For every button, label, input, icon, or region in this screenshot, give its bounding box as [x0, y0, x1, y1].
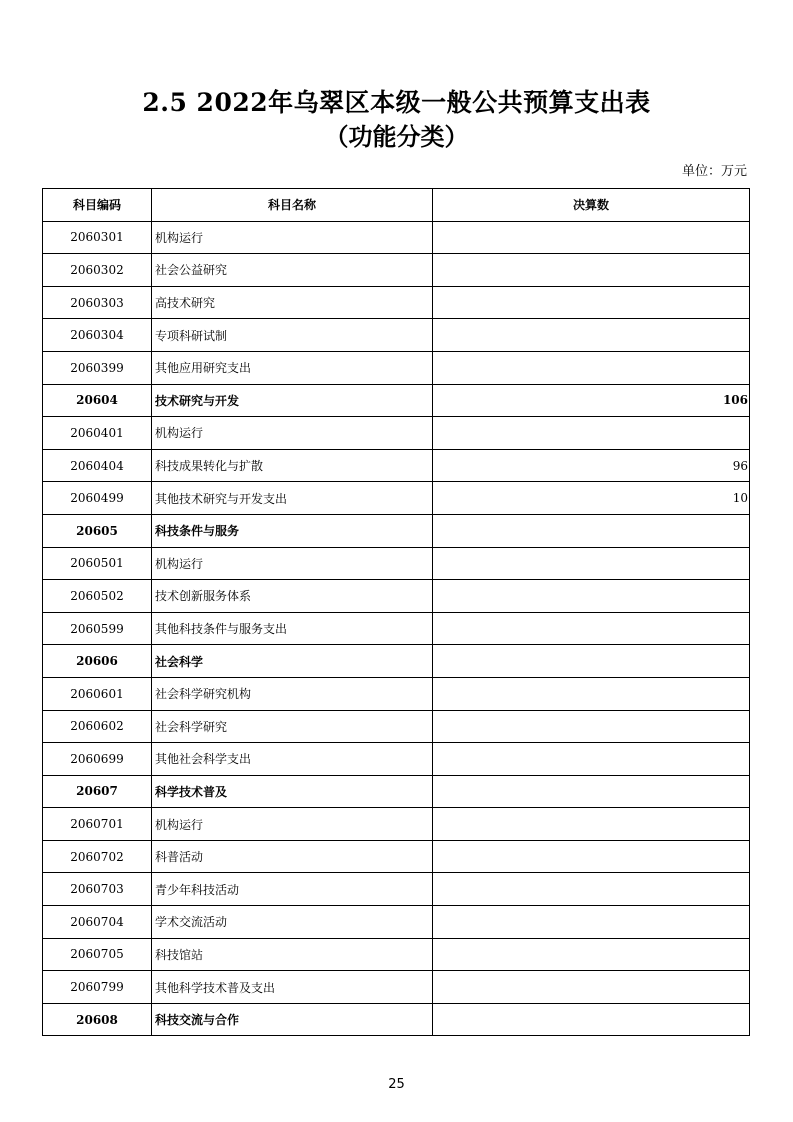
- row-value: [433, 808, 750, 841]
- row-value: [433, 677, 750, 710]
- table-row: [43, 351, 750, 384]
- table-row: [43, 580, 750, 613]
- row-code: 2060499: [43, 482, 152, 515]
- row-code: 2060502: [43, 580, 152, 613]
- row-value: 96: [433, 449, 750, 482]
- row-name: 机构运行: [152, 808, 433, 841]
- row-code: 2060602: [43, 710, 152, 743]
- table-row: [43, 449, 750, 482]
- row-code: 2060704: [43, 906, 152, 939]
- table-row: [43, 710, 750, 743]
- table-row: [43, 677, 750, 710]
- table-row: [43, 775, 750, 808]
- table-row: [43, 547, 750, 580]
- row-name: 学术交流活动: [152, 906, 433, 939]
- row-name: 专项科研试制: [152, 319, 433, 352]
- row-name: 社会科学: [152, 645, 433, 678]
- row-code: 2060705: [43, 938, 152, 971]
- row-value: [433, 514, 750, 547]
- table-row: [43, 482, 750, 515]
- row-name: 社会科学研究: [152, 710, 433, 743]
- header-name: 科目名称: [152, 189, 433, 222]
- row-name: 机构运行: [152, 417, 433, 450]
- row-value: 106: [433, 384, 750, 417]
- row-value: [433, 612, 750, 645]
- table-row: [43, 840, 750, 873]
- table-row: [43, 743, 750, 776]
- table-row: [43, 645, 750, 678]
- table-row: [43, 612, 750, 645]
- row-name: 高技术研究: [152, 286, 433, 319]
- row-name: 机构运行: [152, 221, 433, 254]
- row-code: 2060703: [43, 873, 152, 906]
- row-name: 其他科技条件与服务支出: [152, 612, 433, 645]
- row-value: [433, 254, 750, 287]
- row-code: 2060303: [43, 286, 152, 319]
- row-code: 2060301: [43, 221, 152, 254]
- row-code: 2060401: [43, 417, 152, 450]
- row-value: [433, 1003, 750, 1036]
- row-value: [433, 906, 750, 939]
- row-code: 2060501: [43, 547, 152, 580]
- table-row: [43, 417, 750, 450]
- page-subtitle: （功能分类）: [324, 122, 469, 151]
- row-code: 20608: [43, 1003, 152, 1036]
- row-value: [433, 840, 750, 873]
- row-name: 其他技术研究与开发支出: [152, 482, 433, 515]
- row-value: [433, 775, 750, 808]
- row-name: 社会公益研究: [152, 254, 433, 287]
- header-value: 决算数: [433, 189, 750, 222]
- row-value: [433, 645, 750, 678]
- row-value: [433, 743, 750, 776]
- row-code: 2060701: [43, 808, 152, 841]
- row-value: [433, 547, 750, 580]
- row-value: [433, 873, 750, 906]
- page-number: 25: [388, 1077, 405, 1092]
- row-name: 技术创新服务体系: [152, 580, 433, 613]
- row-value: [433, 710, 750, 743]
- row-code: 2060302: [43, 254, 152, 287]
- row-value: [433, 351, 750, 384]
- table-row: [43, 384, 750, 417]
- table-row: [43, 319, 750, 352]
- table-row: [43, 514, 750, 547]
- row-value: [433, 221, 750, 254]
- row-name: 科学技术普及: [152, 775, 433, 808]
- row-value: [433, 938, 750, 971]
- row-value: [433, 417, 750, 450]
- table-row: [43, 808, 750, 841]
- row-value: 10: [433, 482, 750, 515]
- row-name: 科技馆站: [152, 938, 433, 971]
- row-code: 2060702: [43, 840, 152, 873]
- row-name: 其他社会科学支出: [152, 743, 433, 776]
- row-name: 科技交流与合作: [152, 1003, 433, 1036]
- row-value: [433, 971, 750, 1004]
- table-row: [43, 1003, 750, 1036]
- row-name: 其他应用研究支出: [152, 351, 433, 384]
- row-code: 2060601: [43, 677, 152, 710]
- unit-label: 单位：万元: [681, 164, 747, 179]
- row-code: 20607: [43, 775, 152, 808]
- row-name: 技术研究与开发: [152, 384, 433, 417]
- row-name: 机构运行: [152, 547, 433, 580]
- header-code: 科目编码: [43, 189, 152, 222]
- table-row: [43, 254, 750, 287]
- row-name: 青少年科技活动: [152, 873, 433, 906]
- row-code: 2060699: [43, 743, 152, 776]
- row-code: 2060399: [43, 351, 152, 384]
- row-name: 科技条件与服务: [152, 514, 433, 547]
- row-code: 2060799: [43, 971, 152, 1004]
- table-row: [43, 938, 750, 971]
- table-body: [43, 221, 750, 1036]
- table-row: [43, 906, 750, 939]
- row-code: 2060599: [43, 612, 152, 645]
- table-row: [43, 873, 750, 906]
- row-value: [433, 580, 750, 613]
- row-value: [433, 319, 750, 352]
- row-code: 20606: [43, 645, 152, 678]
- row-name: 科技成果转化与扩散: [152, 449, 433, 482]
- table-row: [43, 971, 750, 1004]
- row-code: 20604: [43, 384, 152, 417]
- table-row: [43, 221, 750, 254]
- table-row: [43, 286, 750, 319]
- row-value: [433, 286, 750, 319]
- row-name: 科普活动: [152, 840, 433, 873]
- row-code: 2060404: [43, 449, 152, 482]
- table-header-row: [43, 189, 750, 222]
- row-name: 社会科学研究机构: [152, 677, 433, 710]
- page-title: 2.5 2022年乌翠区本级一般公共预算支出表: [142, 88, 651, 117]
- row-code: 20605: [43, 514, 152, 547]
- row-name: 其他科学技术普及支出: [152, 971, 433, 1004]
- budget-table: [42, 188, 750, 1036]
- row-code: 2060304: [43, 319, 152, 352]
